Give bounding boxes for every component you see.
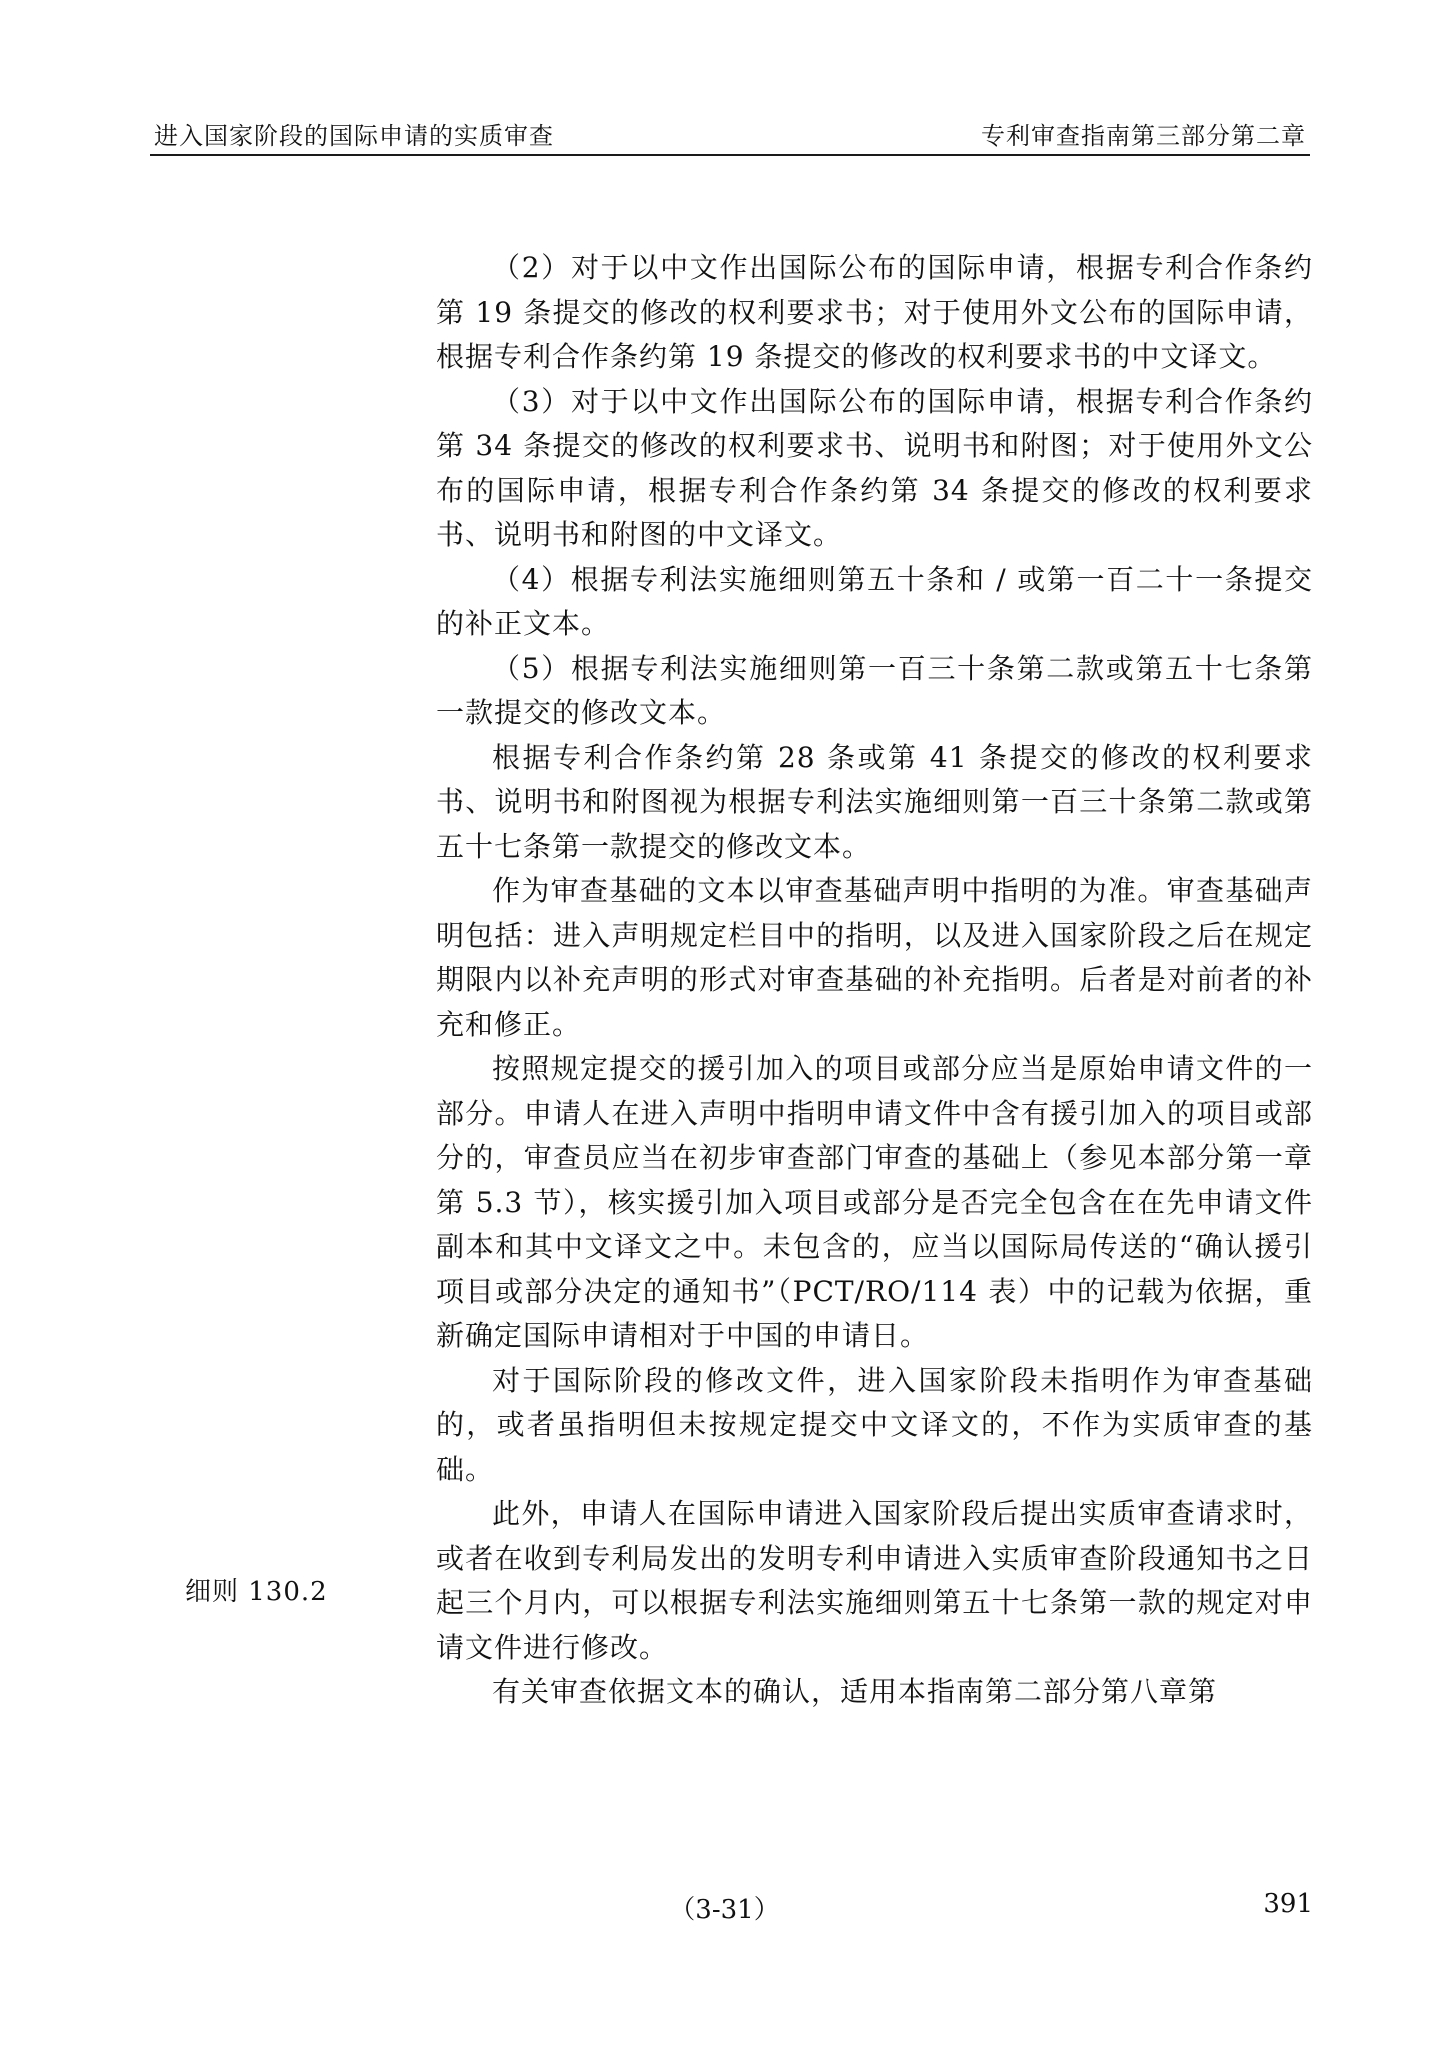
paragraph-item-5: （5）根据专利法实施细则第一百三十条第二款或第五十七条第一款提交的修改文本。 — [436, 651, 1313, 729]
page-body — [436, 246, 1313, 1715]
paragraph-additional-amendments: 此外，申请人在国际申请进入国家阶段后提出实质审查请求时，或者在收到专利局发出的发明专利申请进入实质审查阶段通知书之日起三个月内，可以根据专利法实施细则第五十七条第一款的规定对申请文件进行修改。 — [436, 1497, 1313, 1664]
paragraph-text-confirmation: 有关审查依据文本的确认，适用本指南第二部分第八章第 — [492, 1675, 1218, 1708]
margin-note-rule-reference: 细则 130.2 — [185, 1577, 328, 1607]
paragraph-item-2: （2）对于以中文作出国际公布的国际申请，根据专利合作条约第 19 条提交的修改的权利要求书；对于使用外文公布的国际申请，根据专利合作条约第 19 条提交的修改的权利要求书的中文译文。 — [436, 251, 1313, 373]
paragraph-item-3: （3）对于以中文作出国际公布的国际申请，根据专利合作条约第 34 条提交的修改的权利要求书、说明书和附图；对于使用外文公布的国际申请，根据专利合作条约第 34 条提交的修改的权利要求书、说明书和附图的中文译文。 — [436, 384, 1313, 551]
header-guide-title: 专利审查指南第三部分第二章 — [981, 122, 1306, 150]
page-header — [150, 112, 1310, 158]
paragraph-incorporation-by-reference: 按照规定提交的援引加入的项目或部分应当是原始申请文件的一部分。申请人在进入声明中指明申请文件中含有援引加入的项目或部分的，审查员应当在初步审查部门审查的基础上（参见本部分第一章第 5.3 节），核实援引加入项目或部分是否完全包含在在先申请文件副本和其中文译文之中。未包含的，应当以国际局传送的“确认援引项目或部分决定的通知书”（PCT/RO/114 表）中的记载为依据，重新确定国际申请相对于中国的申请日。 — [436, 1052, 1313, 1352]
footer-section-number: （3-31） — [669, 1895, 780, 1925]
header-chapter-title: 进入国家阶段的国际申请的实质审查 — [154, 122, 554, 150]
paragraph-international-phase-amendments: 对于国际阶段的修改文件，进入国家阶段未指明作为审查基础的，或者虽指明但未按规定提交中文译文的，不作为实质审查的基础。 — [436, 1363, 1313, 1486]
paragraph-pct-amendments: 根据专利合作条约第 28 条或第 41 条提交的修改的权利要求书、说明书和附图视为根据专利法实施细则第一百三十条第二款或第五十七条第一款提交的修改文本。 — [436, 740, 1313, 863]
header-divider — [150, 154, 1310, 156]
paragraph-examination-basis: 作为审查基础的文本以审查基础声明中指明的为准。审查基础声明包括：进入声明规定栏目中的指明，以及进入国家阶段之后在规定期限内以补充声明的形式对审查基础的补充指明。后者是对前者的补充和修正。 — [436, 874, 1313, 1041]
paragraph-item-4: （4）根据专利法实施细则第五十条和 / 或第一百二十一条提交的补正文本。 — [436, 562, 1313, 640]
footer-page-number: 391 — [1263, 1889, 1313, 1919]
